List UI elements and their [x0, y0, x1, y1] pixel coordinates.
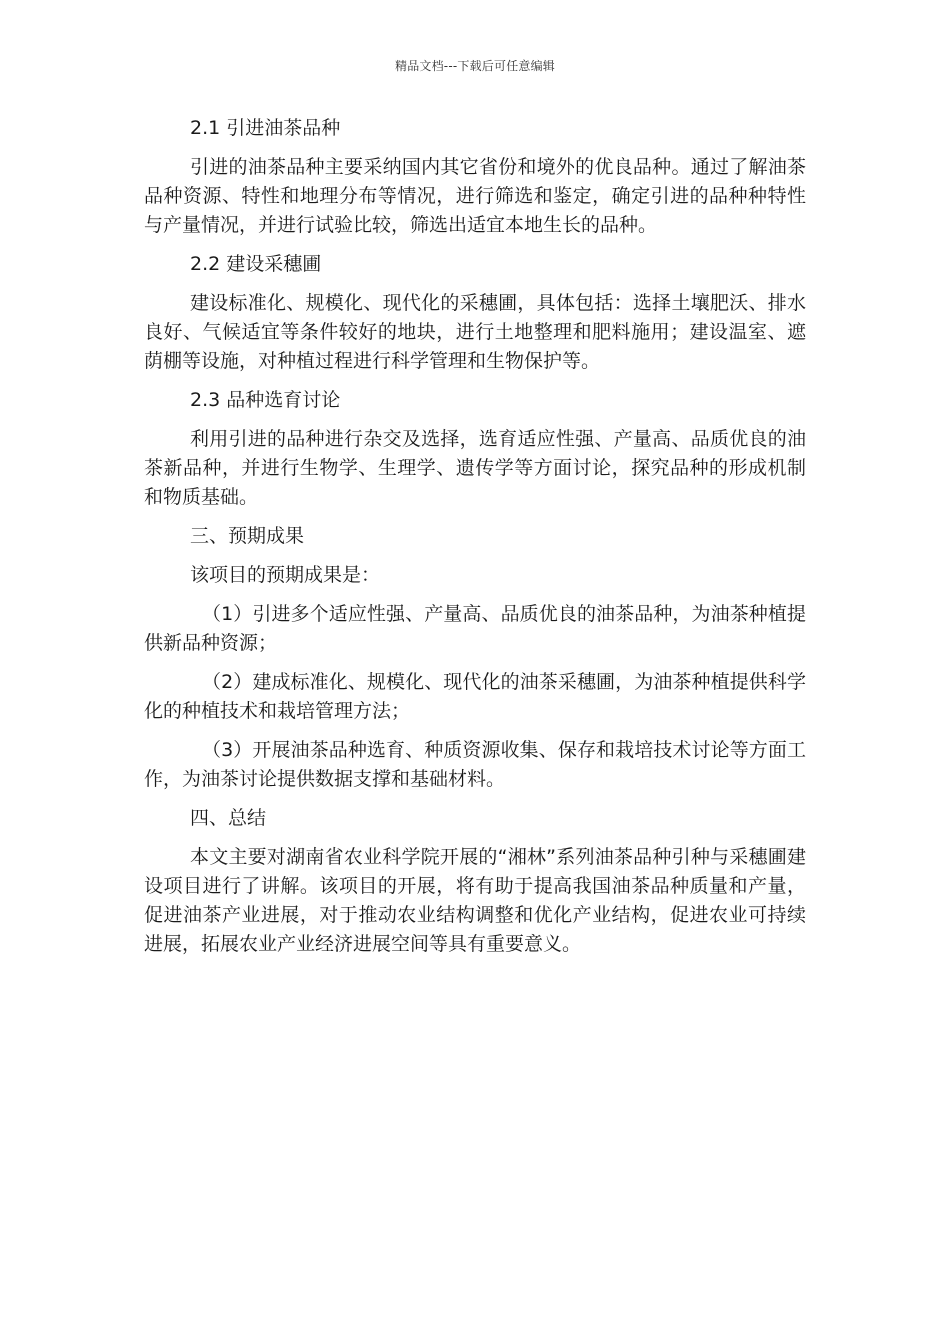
section-heading-4: 四、总结	[190, 807, 267, 829]
section-heading-2-1: 2.1 引进油茶品种	[190, 117, 341, 139]
page-header: 精品文档---下载后可任意编辑	[395, 59, 555, 73]
results-intro: 该项目的预期成果是：	[190, 564, 381, 586]
document-body	[144, 114, 806, 969]
section-heading-2-2: 2.2 建设采穗圃	[190, 253, 322, 275]
section-heading-3: 三、预期成果	[190, 525, 305, 547]
paragraph-2-1: 引进的油茶品种主要采纳国内其它省份和境外的优良品种。通过了解油茶品种资源、特性和地理分布等情况，进行筛选和鉴定，确定引进的品种种特性与产量情况，并进行试验比较，筛选出适宜本地生长的品种。	[144, 156, 806, 236]
result-item-2: （2）建成标准化、规模化、现代化的油茶采穗圃，为油茶种植提供科学化的种植技术和栽培管理方法；	[144, 671, 806, 722]
section-heading-2-3: 2.3 品种选育讨论	[190, 389, 341, 411]
paragraph-summary: 本文主要对湖南省农业科学院开展的“湘林”系列油茶品种引种与采穗圃建设项目进行了讲解。该项目的开展，将有助于提高我国油茶品种质量和产量，促进油茶产业进展，对于推动农业结构调整和优化产业结构，促进农业可持续进展，拓展农业产业经济进展空间等具有重要意义。	[144, 846, 806, 955]
paragraph-2-3: 利用引进的品种进行杂交及选择，选育适应性强、产量高、品质优良的油茶新品种，并进行生物学、生理学、遗传学等方面讨论，探究品种的形成机制和物质基础。	[144, 428, 806, 508]
result-item-3: （3）开展油茶品种选育、种质资源收集、保存和栽培技术讨论等方面工作，为油茶讨论提供数据支撑和基础材料。	[144, 739, 806, 790]
paragraph-2-2: 建设标准化、规模化、现代化的采穗圃，具体包括：选择土壤肥沃、排水良好、气候适宜等条件较好的地块，进行土地整理和肥料施用；建设温室、遮荫棚等设施，对种植过程进行科学管理和生物保护等。	[144, 292, 806, 372]
result-item-1: （1）引进多个适应性强、产量高、品质优良的油茶品种，为油茶种植提供新品种资源；	[144, 603, 806, 654]
